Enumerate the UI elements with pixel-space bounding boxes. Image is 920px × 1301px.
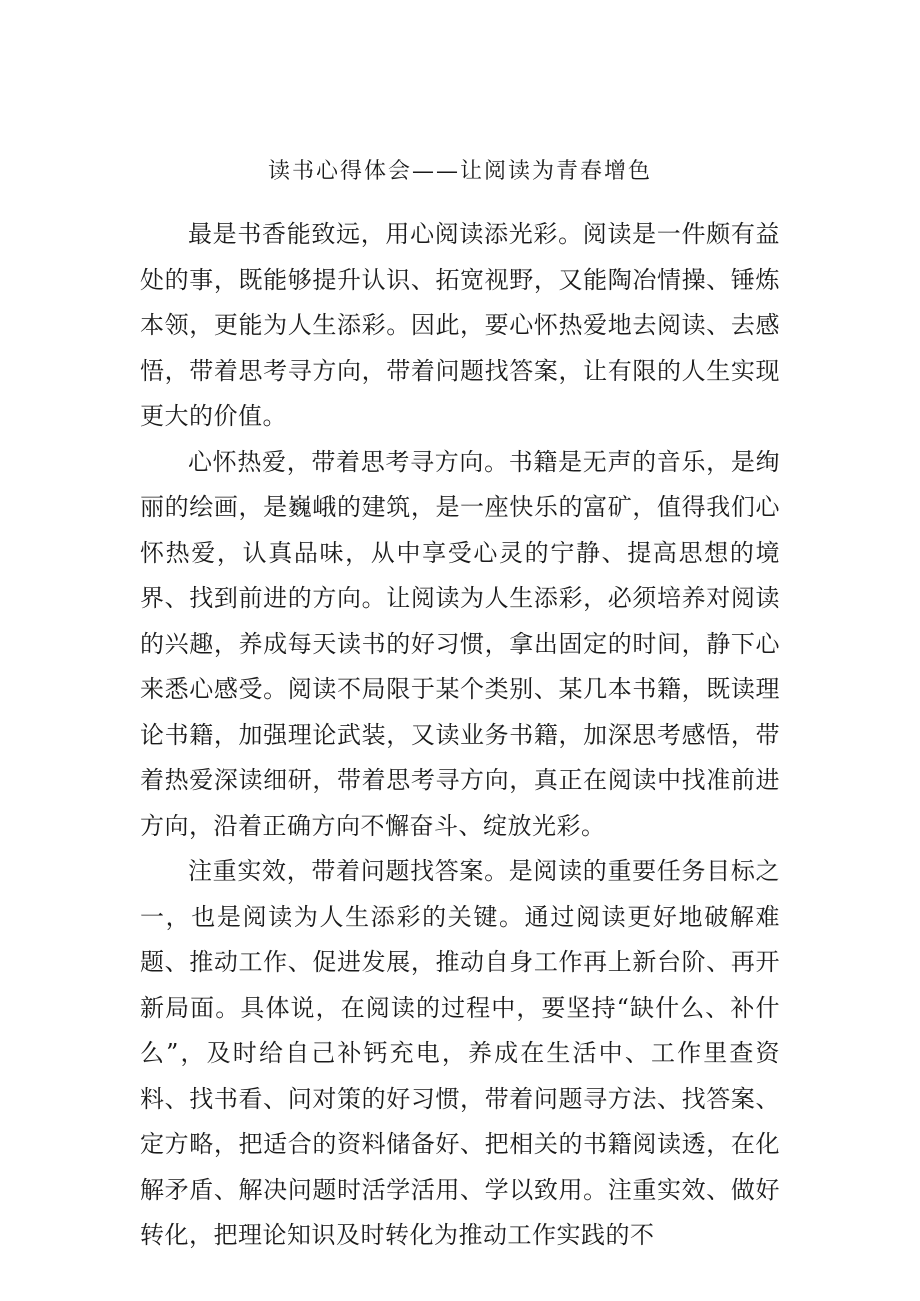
document-body [140,212,780,1259]
paragraph-intro: 最是书香能致远，用心阅读添光彩。阅读是一件颇有益处的事，既能够提升认识、拓宽视野，又能陶冶情操、锤炼本领，更能为人生添彩。因此，要心怀热爱地去阅读、去感悟，带着思考寻方向，带着问题找答案，让有限的人生实现更大的价值。 [140,220,780,430]
paragraph-practical: 注重实效，带着问题找答案。是阅读的重要任务目标之一，也是阅读为人生添彩的关键。通过阅读更好地破解难题、推动工作、促进发展，推动自身工作再上新台阶、再开新局面。具体说，在阅读的过程中，要坚持“缺什么、补什么”，及时给自己补钙充电，养成在生活中、工作里查资料、找书看、问对策的好习惯，带着问题寻方法、找答案、定方略，把适合的资料储备好、把相关的书籍阅读透，在化解矛盾、解决问题时活学活用、学以致用。注重实效、做好转化，把理论知识及时转化为推动工作实践的不 [140,857,780,1249]
paragraph-passion: 心怀热爱，带着思考寻方向。书籍是无声的音乐，是绚丽的绘画，是巍峨的建筑，是一座快乐的富矿，值得我们心怀热爱，认真品味，从中享受心灵的宁静、提高思想的境界、找到前进的方向。让阅读为人生添彩，必须培养对阅读的兴趣，养成每天读书的好习惯，拿出固定的时间，静下心来悉心感受。阅读不局限于某个类别、某几本书籍，既读理论书籍，加强理论武装，又读业务书籍，加深思考感悟，带着热爱深读细研，带着思考寻方向，真正在阅读中找准前进方向，沿着正确方向不懈奋斗、绽放光彩。 [140,447,780,840]
document-title: 读书心得体会——让阅读为青春增色 [267,159,652,184]
